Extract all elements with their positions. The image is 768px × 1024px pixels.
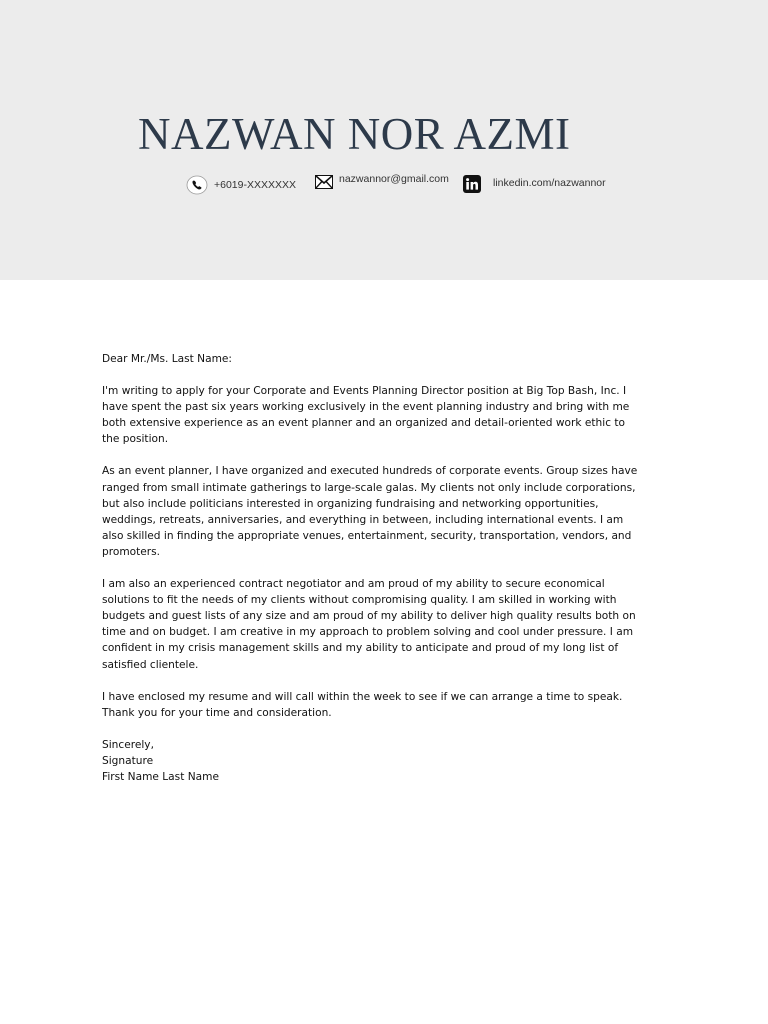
signer-name: First Name Last Name [102, 770, 219, 783]
linkedin-url: linkedin.com/nazwannor [493, 177, 606, 189]
closing-block [102, 737, 642, 785]
closing: Sincerely, [102, 738, 154, 751]
letter-body [102, 351, 642, 801]
linkedin-contact [463, 175, 606, 193]
phone-icon [186, 175, 208, 195]
salutation: Dear Mr./Ms. Last Name: [102, 353, 233, 365]
envelope-icon [315, 175, 333, 189]
phone-number: +6019-XXXXXXX [214, 179, 297, 191]
signature: Signature [102, 754, 154, 767]
header-band [0, 0, 768, 280]
linkedin-icon [463, 175, 481, 193]
applicant-name: NAZWAN NOR AZMI [138, 109, 571, 159]
phone-contact [186, 175, 296, 195]
paragraph-3: I am also an experienced contract negotiator and am proud of my ability to secure economical solutions to fit the needs of my clients without compromising quality. I am skilled in working with budgets and guest lists of any size and am proud of my ability to deliver high quality results both on time and on budget. I am creative in my approach to problem solving and cool under pressure. I am confident in my crisis management skills and my ability to anticipate and proud of my long list of satisfied clientele. [102, 578, 636, 671]
paragraph-1: I'm writing to apply for your Corporate and Events Planning Director position at Big Top Bash, Inc. I have spent the past six years working exclusively in the event planning industry and bring with me both extensive experience as an event planner and an organized and detail-oriented work ethic to the position. [102, 385, 630, 446]
email-address: nazwannor@gmail.com [339, 173, 449, 185]
email-contact [315, 175, 449, 189]
paragraph-2: As an event planner, I have organized and executed hundreds of corporate events. Group sizes have ranged from small intimate gatherings to large-scale galas. My clients not only include corporations, but also include politicians interested in organizing fundraising and networking opportunities, weddings, retreats, anniversaries, and everything in between, including international events. I am also skilled in finding the appropriate venues, entertainment, security, transportation, vendors, and promoters. [102, 465, 638, 558]
paragraph-4: I have enclosed my resume and will call within the week to see if we can arrange a time to speak. Thank you for your time and consideration. [102, 690, 623, 719]
